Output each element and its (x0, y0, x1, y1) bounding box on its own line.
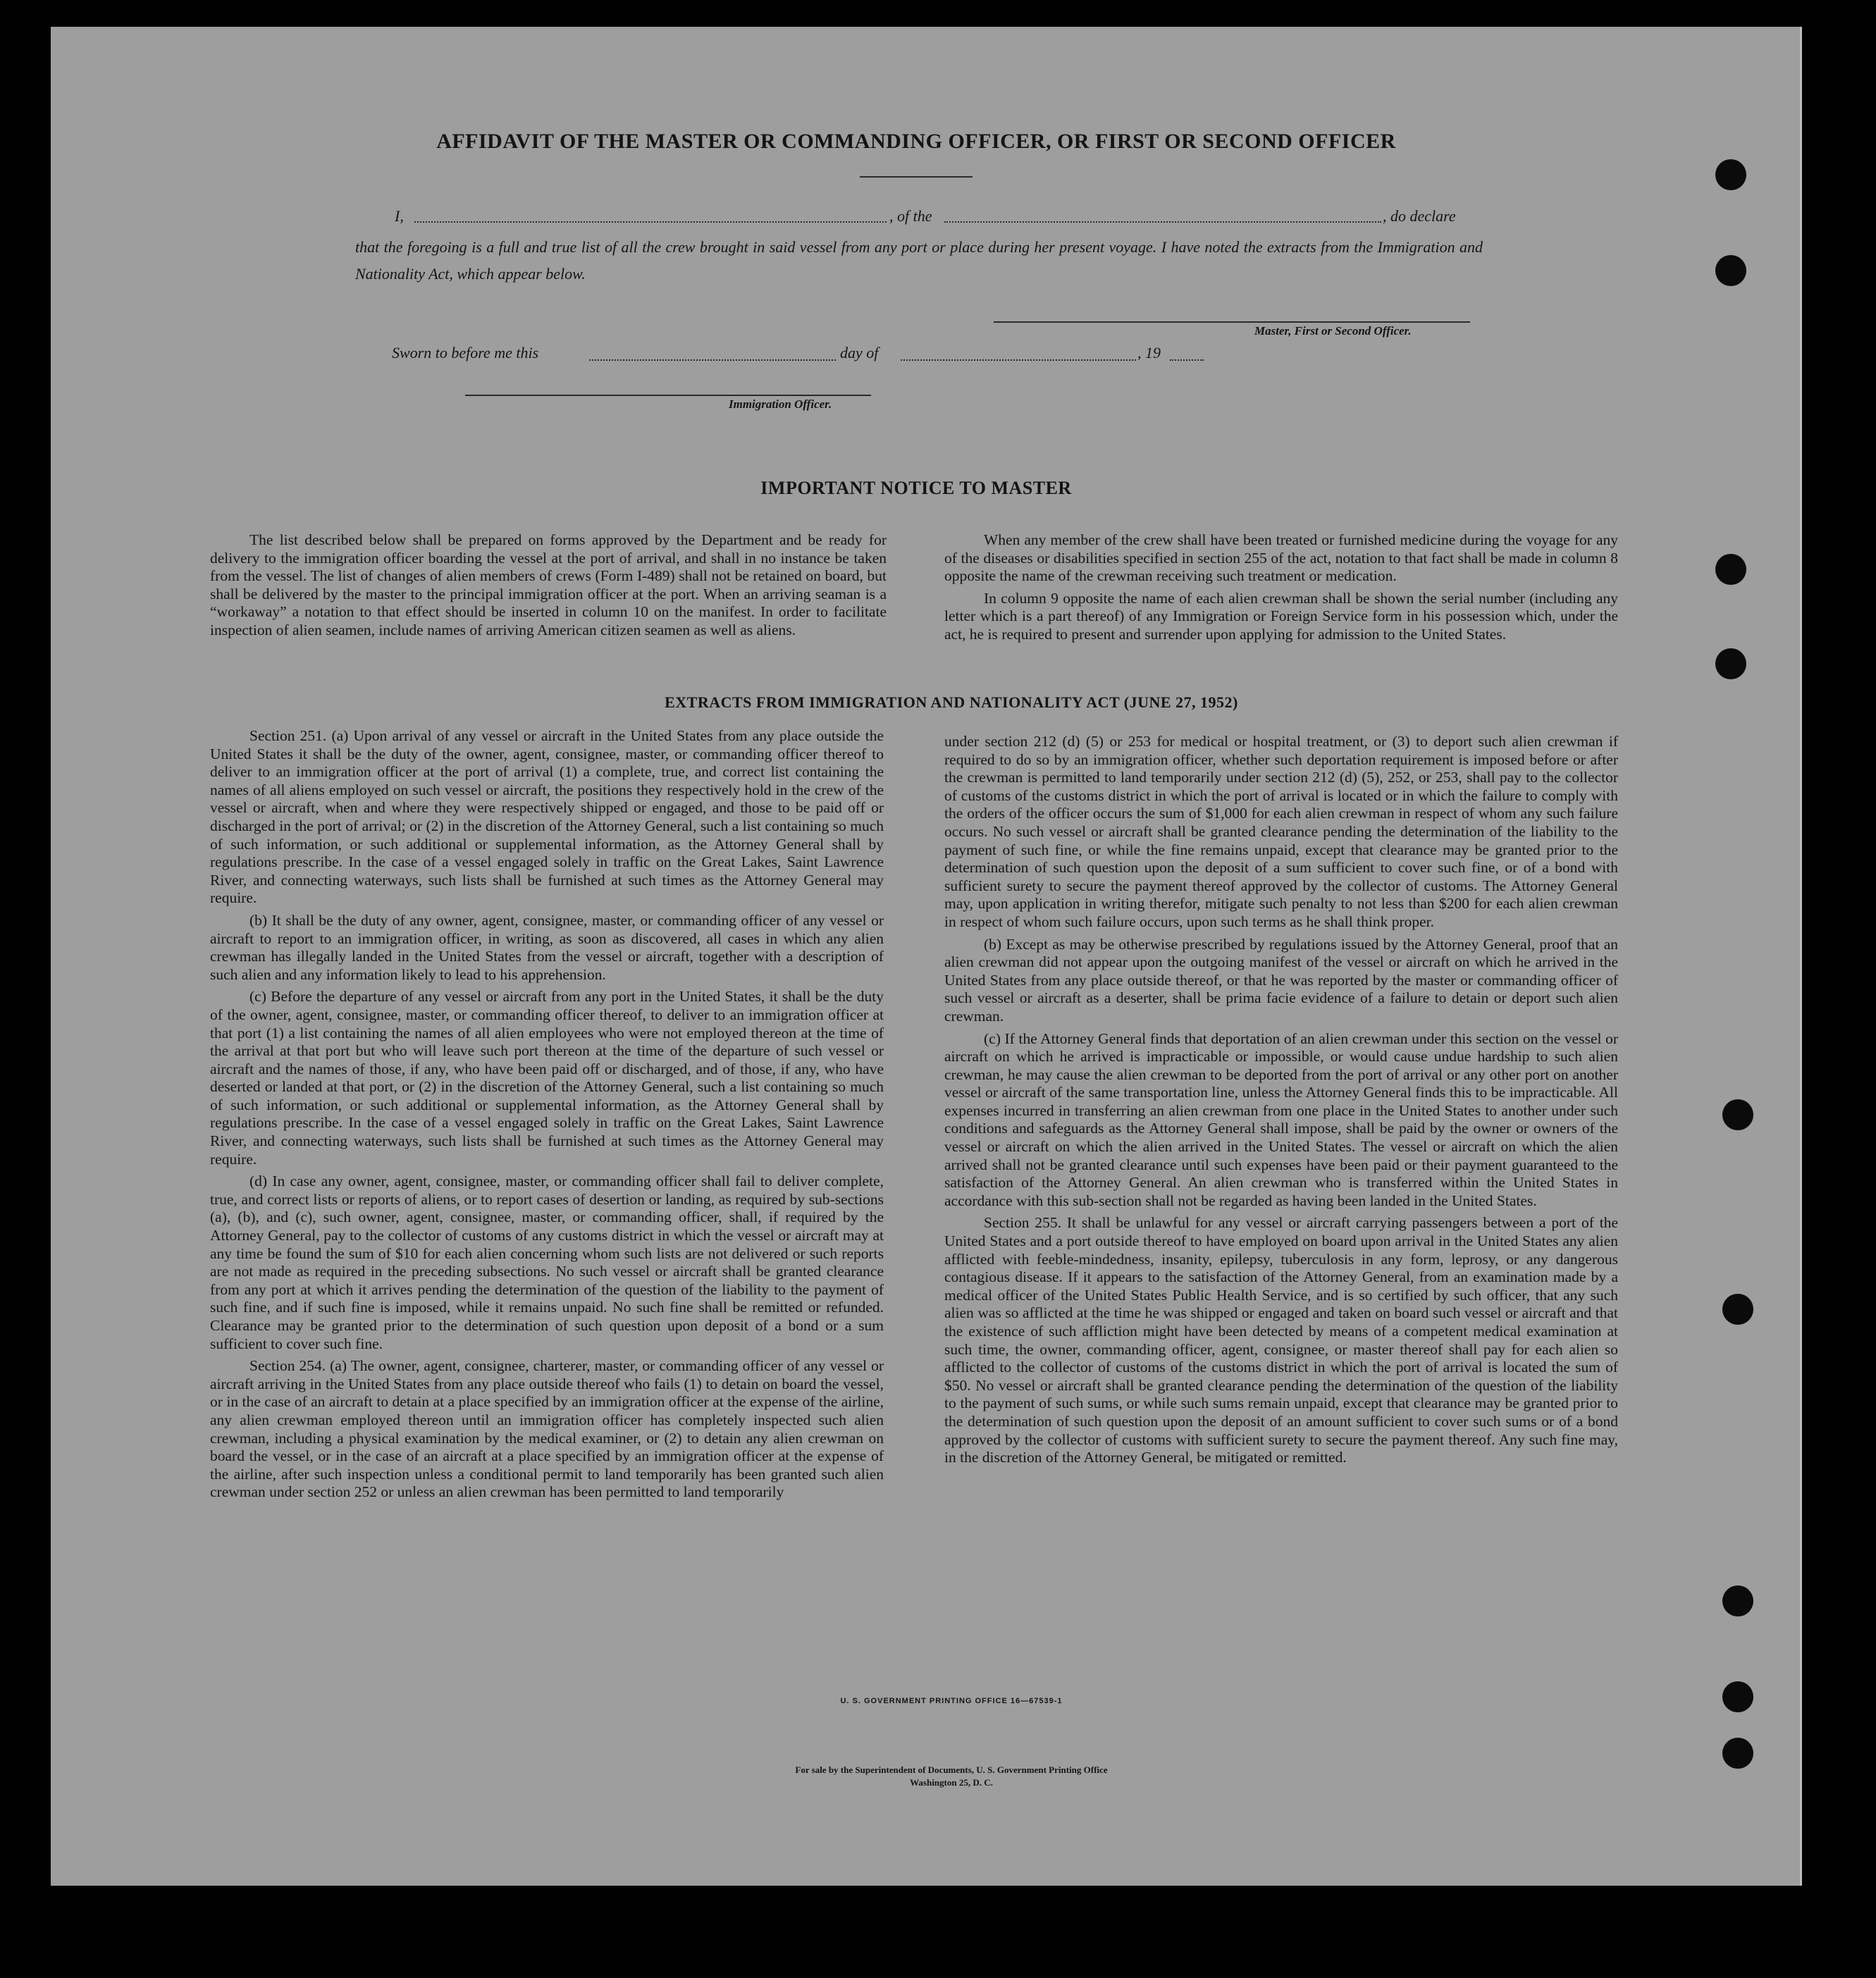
notice-right-paragraph-2: In column 9 opposite the name of each alien crewman shall be shown the serial number (including any letter which is a part thereof) of any Immigration or Foreign Service form in his possession which, under the act, he is required to present and surrender upon applying for admission to the United States. (944, 589, 1618, 643)
day-of-label: day of (840, 344, 879, 361)
section-251c: (c) Before the departure of any vessel or aircraft from any port in the United States, it shall be the duty of the owner, agent, consignee, master, or commanding officer thereof, to deliver to an immigration officer at that port (1) a list containing the names of all alien employees who were not employed thereon at the time of the arrival at that port but who will leave such port thereon at the time of the departure of such vessel or aircraft and the names of those, if any, who have been paid off or discharged, and of those, if any, who have deserted or landed at that port, or (2) in the discretion of the Attorney General, such a list containing so much of such information, or such additional or supplemental information, as the Attorney General shall by regulations prescribe. In the case of a vessel engaged solely in traffic on the Great Lakes, Saint Lawrence River, and connecting waterways, such lists shall be furnished at such times as the Attorney General may require. (210, 988, 884, 1168)
section-254a: Section 254. (a) The owner, agent, consignee, charterer, master, or commanding officer of any vessel or aircraft arriving in the United States from any place outside thereof who fails (1) to detain on board the vessel, or in the case of an aircraft to detain at a place specified by an immigration officer at the expense of the airline, any alien crewman employed thereon until an immigration officer has completely inspected such alien crewman, including a physical examination by the medical examiner, or (2) to detain any alien crewman on board the vessel, or in the case of an aircraft at a place specified by an immigration officer at the expense of the airline, after such inspection unless a conditional permit to land temporarily has been granted such alien crewman under section 252 or unless an alien crewman has been permitted to land temporarily (210, 1357, 884, 1501)
declarant-prefix: I, (395, 207, 404, 225)
sworn-month-line[interactable] (901, 359, 1136, 361)
binder-hole (1715, 159, 1746, 190)
section-251b: (b) It shall be the duty of any owner, agent, consignee, master, or commanding officer of any vessel or aircraft to report to an immigration officer, in writing, as soon as discovered, all cases in which any alien crewman has illegally landed in the United States from the vessel or aircraft, together with a description of such alien and any information likely to lead to his apprehension. (210, 911, 884, 983)
sworn-day-line[interactable] (589, 359, 836, 361)
section-255: Section 255. It shall be unlawful for any vessel or aircraft carrying passengers between a port of the United States and a port outside thereof to have employed on board upon arrival in the United States any alien afflicted with feeble-mindedness, insanity, epilepsy, tuberculosis in any form, leprosy, or any dangerous contagious disease. If it appears to the satisfaction of the Attorney General, from an examination made by a medical officer of the United States Public Health Service, and is so certified by such officer, that any such alien was so afflicted at the time he was shipped or engaged and taken on board such vessel or aircraft and that the existence of such affliction might have been detected by means of a competent medical examination at such time, the owner, commanding officer, agent, consignee, or master thereof shall pay for each alien so afflicted to the collector of customs of the customs district in which the port of arrival is located the sum of $50. No vessel or aircraft shall be granted clearance pending the determination of the question of the liability to the payment of such sums, or while such sums remain unpaid, except that clearance may be granted prior to the determination of such question upon the deposit of an amount sufficient to cover such sums or of a bond approved by the collector of customs with sufficient surety to secure the payment thereof. Any such fine may, in the discretion of the Attorney General, be mitigated or remitted. (944, 1214, 1618, 1466)
section-254b: (b) Except as may be otherwise prescribed by regulations issued by the Attorney General, proof that an alien crewman did not appear upon the outgoing manifest of the vessel or aircraft on which he arrived in the United States from any place outside thereof, or that he was reported by the master or commanding officer of such vessel or aircraft as a deserter, shall be prima facie evidence of a failure to detain or deport such alien crewman. (944, 935, 1618, 1025)
binder-hole (1722, 1294, 1753, 1325)
section-254c: (c) If the Attorney General finds that deportation of an alien crewman under this section on the vessel or aircraft on which he arrived is impracticable or impossible, or would cause undue hardship to such alien crewman, he may cause the alien crewman to be deported from the port of arrival or any other port on another vessel or aircraft of the same transportation line, unless the Attorney General finds this to be impracticable. All expenses incurred in transferring an alien crewman from one place in the United States to another under such conditions and safeguards as the Attorney General shall impose, shall be paid by the owner or owners of the vessel or aircraft on which the alien arrived in the United States. The vessel or aircraft on which the alien arrived shall not be granted clearance until such expenses have been paid or their payment guaranteed to the satisfaction of the Attorney General. An alien crewman who is transferred within the United States in accordance with this sub-section shall not be regarded as having been landed in the United States. (944, 1030, 1618, 1209)
section-251d: (d) In case any owner, agent, consignee, master, or commanding officer shall fail to deliver complete, true, and correct lists or reports of aliens, or to report cases of desertion or landing, as required by sub-sections (a), (b), and (c), such owner, agent, consignee, master, or commanding officer, shall, if required by the Attorney General, pay to the collector of customs of any customs district in which the vessel or aircraft may at any time be found the sum of $10 for each alien concerning whom such lists are not delivered or such reports are not made as required in the preceding subsections. No such vessel or aircraft shall be granted clearance from any port at which it arrives pending the determination of the question of the liability to the payment of such fine, and if such fine is imposed, while it remains unpaid. No such fine shall be remitted or refunded. Clearance may be granted prior to the determination of such question upon deposit of a bond or a sum sufficient to cover such fine. (210, 1173, 884, 1352)
year-label: , 19 (1137, 344, 1161, 361)
gpo-imprint: U. S. GOVERNMENT PRINTING OFFICE 16—67539-1 (840, 1697, 1063, 1705)
sale-notice-line-1: For sale by the Superintendent of Documents, U. S. Government Printing Office (795, 1764, 1108, 1775)
declarant-name-line[interactable] (414, 221, 887, 223)
of-the-label: , of the (889, 207, 932, 225)
title-underline (860, 176, 973, 178)
binder-hole (1722, 1586, 1753, 1617)
section-251a: Section 251. (a) Upon arrival of any vessel or aircraft in the United States from any place outside the United States it shall be the duty of the owner, agent, consignee, master, or commanding officer thereof to deliver to an immigration officer at the port of arrival (1) a complete, true, and correct list containing the names of all aliens employed on such vessel or aircraft, the positions they respectively hold in the crew of the vessel or aircraft, when and where they were respectively shipped or engaged, and those to be paid off or discharged in the port of arrival; or (2) in the discretion of the Attorney General, such a list containing so much of such information, or such additional or supplemental information, as the Attorney General shall by regulations prescribe. In the case of a vessel engaged solely in traffic on the Great Lakes, Saint Lawrence River, and connecting waterways, such lists shall be furnished at such times as the Attorney General may require. (210, 727, 884, 907)
binder-hole (1722, 1099, 1753, 1130)
binder-hole (1715, 255, 1746, 286)
master-signature-label: Master, First or Second Officer. (1254, 324, 1412, 338)
affidavit-body: that the foregoing is a full and true list of all the crew brought in said vessel from any port or place during her present voyage. I have noted the extracts from the Immigration and Nationality Act, which appear below. (355, 238, 1483, 283)
notice-left-column (210, 531, 887, 644)
sworn-year-line[interactable] (1170, 359, 1204, 361)
extracts-left-column (210, 727, 884, 1506)
notice-title: IMPORTANT NOTICE TO MASTER (760, 478, 1072, 498)
notice-right-column (944, 531, 1618, 648)
binder-hole (1715, 648, 1746, 679)
do-declare-label: , do declare (1383, 207, 1456, 225)
extracts-right-column (944, 733, 1618, 1471)
binder-hole (1722, 1681, 1753, 1712)
notice-left-paragraph: The list described below shall be prepared on forms approved by the Department and be ready for delivery to the immigration officer boarding the vessel at the port of arrival, and shall in no instance be taken from the vessel. The list of changes of alien members of crews (Form I-489) shall not be retained on board, but shall be delivered by the master to the principal immigration officer at the port. When an arriving seaman is a “workaway” a notation to that effect should be inserted in column 10 on the manifest. In order to facilitate inspection of alien seamen, include names of arriving American citizen seamen as well as aliens. (210, 531, 887, 638)
extracts-title: EXTRACTS FROM IMMIGRATION AND NATIONALITY ACT (JUNE 27, 1952) (665, 693, 1238, 711)
binder-hole (1722, 1738, 1753, 1769)
officer-signature-label: Immigration Officer. (729, 397, 832, 411)
vessel-name-line[interactable] (944, 221, 1381, 223)
sale-notice-line-2: Washington 25, D. C. (910, 1777, 993, 1788)
section-254a-continued: under section 212 (d) (5) or 253 for medical or hospital treatment, or (3) to deport such alien crewman if required to do so by an immigration officer, whether such deportation requirement is imposed before or after the crewman is permitted to land temporarily under section 212 (d) (5), 252, or 253, shall pay to the collector of customs of the customs district in which the port of arrival is located or in which the failure to comply with the orders of the officer occurs the sum of $1,000 for each alien crewman in respect of whom any such failure occurs. No such vessel or aircraft shall be granted clearance pending the determination of the liability to the payment of such fine, or while the fine remains unpaid, except that clearance may be granted prior to the determination of such question upon the deposit of a sum sufficient to cover such fine, or of a bond with sufficient surety to secure the payment thereof approved by the collector of customs. The Attorney General may, upon application in writing therefor, mitigate such penalty to not less than $200 for each alien crewman in respect of whom such failure occurs, upon such terms as he shall think proper. (944, 733, 1618, 930)
master-signature-line[interactable] (994, 321, 1470, 323)
officer-signature-line[interactable] (465, 395, 871, 396)
notice-right-paragraph-1: When any member of the crew shall have been treated or furnished medicine during the voyage for any of the diseases or disabilities specified in section 255 of the act, notation to that fact shall be made in column 8 opposite the name of the crewman receiving such treatment or medication. (944, 531, 1618, 585)
sworn-label: Sworn to before me this (392, 344, 539, 361)
affidavit-title: AFFIDAVIT OF THE MASTER OR COMMANDING OFFICER, OR FIRST OR SECOND OFFICER (436, 130, 1396, 153)
binder-hole (1715, 554, 1746, 585)
